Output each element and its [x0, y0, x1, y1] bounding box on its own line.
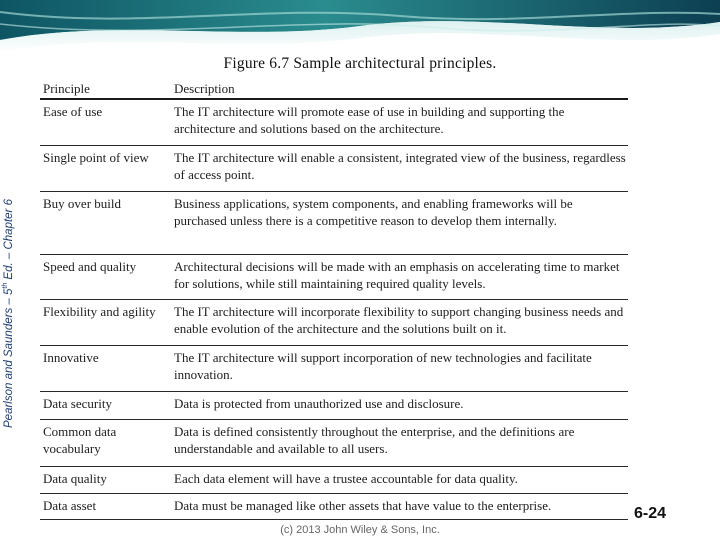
description-cell: The IT architecture will support incorporation of new technologies and facilitate innovation.	[174, 350, 592, 382]
figure-title: Figure 6.7 Sample architectural principles.	[223, 55, 497, 72]
table-row	[40, 346, 628, 392]
principle-cell: Data security	[43, 396, 112, 411]
principle-cell: Single point of view	[43, 150, 149, 165]
description-cell: Data is defined consistently throughout the enterprise, and the definitions are understandable and available to all users.	[174, 424, 575, 456]
description-cell: Each data element will have a trustee accountable for data quality.	[174, 471, 518, 486]
description-cell: Data must be managed like other assets that have value to the enterprise.	[174, 498, 552, 513]
page-number: 6-24	[634, 505, 667, 522]
principle-cell: Data quality	[43, 471, 107, 486]
description-cell: The IT architecture will promote ease of use in building and supporting the architecture and solutions based on the architecture.	[174, 104, 565, 136]
principle-cell: Data asset	[43, 498, 97, 513]
description-cell: Architectural decisions will be made with an emphasis on accelerating time to market for solutions, while still maintaining required quality levels.	[174, 259, 620, 291]
header-description: Description	[174, 81, 235, 96]
copyright-footer: (c) 2013 John Wiley & Sons, Inc.	[280, 524, 440, 536]
table-row	[40, 255, 628, 300]
description-cell: Data is protected from unauthorized use and disclosure.	[174, 396, 464, 411]
principle-cell: Ease of use	[43, 104, 103, 119]
table-row	[40, 494, 628, 520]
table-row	[40, 300, 628, 346]
principle-cell: Innovative	[43, 350, 99, 365]
side-caption-text-before: Pearlson and Saunders – 5	[2, 288, 15, 428]
principles-table	[40, 77, 628, 520]
table-row	[40, 192, 628, 255]
principle-cell: Buy over build	[43, 196, 121, 211]
principle-cell: Speed and quality	[43, 259, 137, 274]
side-caption	[2, 138, 20, 428]
table-row	[40, 146, 628, 192]
table-row	[40, 100, 628, 146]
description-cell: The IT architecture will incorporate flexibility to support changing business needs and enable evolution of the architecture and the solutions built on it.	[174, 304, 624, 336]
table-row	[40, 467, 628, 494]
description-cell: The IT architecture will enable a consistent, integrated view of the business, regardless of access point.	[174, 150, 626, 182]
table-row	[40, 392, 628, 420]
side-caption-text-after: Ed. – Chapter 6	[2, 199, 15, 283]
wave-banner-graphic	[0, 0, 720, 60]
table-row	[40, 420, 628, 467]
description-cell: Business applications, system components, and enabling frameworks will be purchased unless there is a competitive reason to develop them internally.	[174, 196, 573, 228]
principle-cell: Common data vocabulary	[43, 424, 117, 456]
header-principle: Principle	[43, 81, 90, 96]
principle-cell: Flexibility and agility	[43, 304, 156, 319]
header-banner	[0, 0, 720, 60]
side-caption-superscript: th	[2, 282, 9, 289]
table-header-row	[40, 77, 628, 100]
